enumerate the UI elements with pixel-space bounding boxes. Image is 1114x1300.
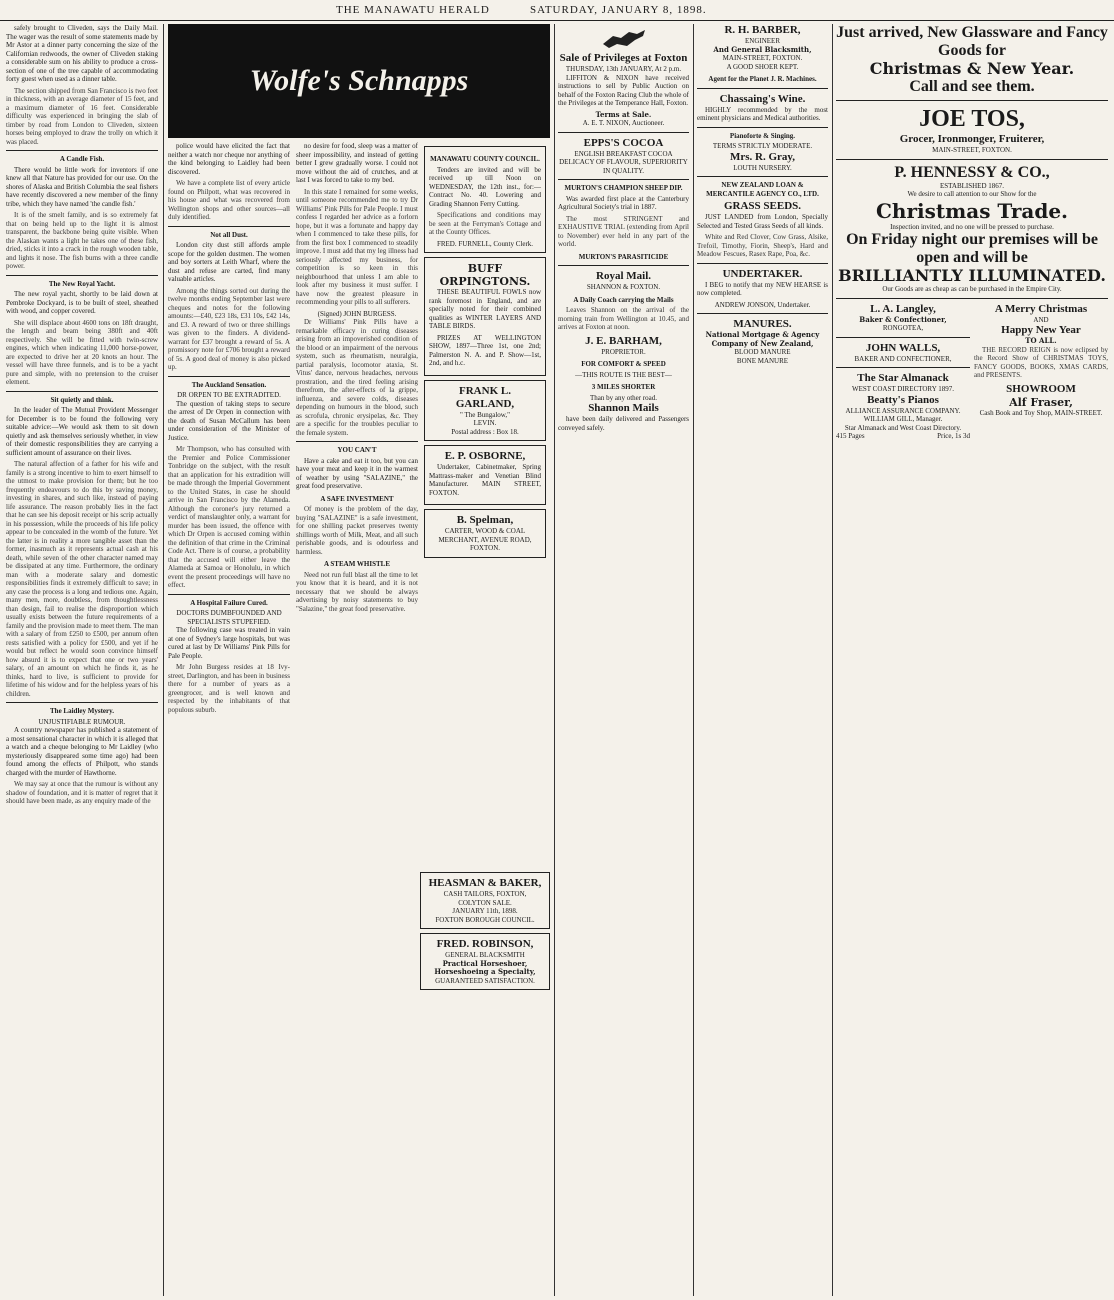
undertaker-name: ANDREW JONSON, Undertaker. [714, 300, 811, 309]
sale-terms: Terms at Sale. [595, 109, 652, 119]
testimonial-signature: (Signed) JOHN BURGESS. [317, 309, 397, 318]
grass-title: GRASS SEEDS. [723, 200, 802, 212]
ad-buff-orpingtons [424, 257, 546, 376]
ad-osborne [424, 445, 546, 505]
barber-shoer: A GOOD SHOER KEPT. [726, 62, 799, 71]
blood-manure: BLOOD MANURE [734, 348, 791, 356]
barber-name: R. H. BARBER, [724, 24, 801, 36]
almanack-sub: WEST COAST DIRECTORY 1897. [851, 385, 955, 393]
nzloan-title: NEW ZEALAND LOAN & MERCANTILE AGENCY CO., LTD. [706, 181, 819, 198]
heading-laidley-mystery: The Laidley Mystery. [50, 707, 114, 715]
inspection-text: Inspection invited, and no one will be pressed to purchase. [890, 222, 1054, 231]
column-rule [832, 24, 833, 1296]
column-rule [163, 24, 164, 1296]
colyton-date: JANUARY 11th, 1898. [452, 907, 518, 915]
robinson-name: FRED. ROBINSON, [436, 938, 534, 950]
fraser-name: Alf Fraser, [1009, 395, 1073, 409]
article-sit-quietly: In the leader of The Mutual Provident Messenger for December is to be found the following very suitable advice:—We would ask them to sit down quietly and ask themselves seriously whether, in view of their domestic responsibilities they are carrying a sufficient amount of assurance on their lives. [6, 406, 158, 457]
masthead [0, 0, 1114, 21]
borough-council: FOXTON BOROUGH COUNCIL. [435, 915, 535, 924]
buff-prizes: PRIZES AT WELLINGTON SHOW, 1897—Three 1st, one 2nd; Palmerston N. A. and P. Show—1st, 2nd, and h.c. [429, 333, 541, 367]
council-tenders: Tenders are invited and will be received up till Noon on WEDNESDAY, the 12th inst., for:— Contract No. 40. Lowering and Grading Shannon Ferry Cutting. [429, 165, 541, 208]
epps-title: EPPS'S COCOA [583, 136, 664, 149]
ad-garland [424, 380, 546, 442]
planet-agent: Agent for the Planet J. R. Machines. [708, 75, 817, 83]
schnapps-logo [168, 24, 550, 138]
alliance-title: ALLIANCE ASSURANCE COMPANY. [845, 406, 961, 415]
article-laidley: A country newspaper has published a statement of a most sensational character in which it is alleged that a watch and a cheque belonging to Mr Laidley (who mysteriously disappeared some time ago) had been found among the effects of Philpott, who stands charged with the murder of Hawthorne. [6, 726, 158, 777]
sale-text: LIFFITON & NIXON have received instructions to sell by Public Auction on behalf of the Foxton Racing Club the whole of the Privileges at the Temperance Hall, Foxton. [558, 73, 689, 107]
sale-auctioneer: A. E. T. NIXON, Auctioneer. [582, 119, 665, 127]
cheap-goods: Our Goods are as cheap as can be purchased in the Empire City. [882, 285, 1062, 293]
hennessy-name: P. HENNESSY & CO., [894, 163, 1050, 181]
council-clerk: FRED. FURNELL, County Clerk. [436, 239, 534, 248]
buff-text: THESE BEAUTIFUL FOWLS now rank foremost in England, and are specially noted for their combined qualities as WINTER LAYERS AND TABLE BIRDS. [429, 288, 541, 330]
article-lead: safely brought to Cliveden, says the Daily Mail. The wager was the result of some statements made by Mr Astor at a dinner party concerning the size of the Californian redwoods, the owner of Cliveden staking a considerable sum on his ability to produce a cross-section of one of the tree capable of accommodating forty guest when used as a dinner table. [6, 24, 158, 83]
friday-night: On Friday night our premises will be open and will be [846, 231, 1098, 266]
hennessy-established: ESTABLISHED 1867. [940, 181, 1004, 190]
epps-sub: ENGLISH BREAKFAST COCOA [574, 149, 673, 158]
and-text: AND [1033, 315, 1049, 324]
undertaker-text: I BEG to notify that my NEW HEARSE is now completed. [697, 280, 828, 297]
langley-town: RONGOTEA, [882, 324, 924, 332]
article-hospital: The following case was treated in vain at one of Sydney's large hospitals, but was cured at last by Dr Williams' Pink Pills for Pale People. [168, 626, 290, 660]
gray-nursery: LOUTH NURSERY. [733, 163, 792, 172]
wine-text: HIGHLY recommended by the most eminent physicians and Medical authorities. [697, 105, 828, 122]
royal-mail-route: SHANNON & FOXTON. [586, 283, 661, 291]
osborne-name: E. P. OSBORNE, [444, 450, 526, 462]
column-rule [693, 24, 694, 1296]
paper-title: THE MANAWATU HERALD [336, 4, 490, 16]
to-all: TO ALL. [1025, 336, 1057, 345]
article-not-all-dust: London city dust still affords ample scope for the golden dustmen. The women and boy sorters at Leith Wharf, where the dust and refuse are carted, find many valuable articles. [168, 241, 290, 283]
alliance-manager: WILLIAM GILL, Manager. [863, 415, 943, 423]
comfort-speed: FOR COMFORT & SPEED [581, 360, 666, 368]
christmas-new-year: Christmas & New Year. [869, 59, 1075, 78]
spelman-text: CARTER, WOOD & COAL MERCHANT, AVENUE ROAD, FOXTON. [438, 527, 532, 552]
beatty-pianos: Beatty's Pianos [867, 393, 939, 406]
undertaker-title: UNDERTAKER. [722, 267, 803, 280]
garland-name: FRANK L. GARLAND, [455, 384, 515, 410]
horse-icon [558, 24, 689, 52]
epps-merits: DELICACY OF FLAVOUR, SUPERIORITY IN QUALITY. [559, 158, 688, 175]
tos-trade: Grocer, Ironmonger, Fruiterer, [899, 133, 1045, 145]
hennessy-attention: We desire to call attention to our Show for the [907, 190, 1037, 198]
column-ads-6 [836, 24, 1108, 1296]
tos-address: MAIN-STREET, FOXTON. [932, 146, 1012, 154]
shannon-mails-text: have been daily delivered and Passengers conveyed safely. [558, 415, 689, 432]
column-ads-5: R. H. BARBER, ENGINEER And General Blacksmith, MAIN-STREET, FOXTON. A GOOD SHOER KEPT. Agent for the Planet J. R. Machines. Chassaing's Wine. HIGHLY recommended by the most eminent physicians and Medical authorities. Pianoforte & Singing. TERMS STRICTLY MODERATE. Mrs. R. Gray, LOUTH NURSERY. NEW ZEALAND LOAN & MERCANTILE AGENCY CO., LTD. GRASS SEEDS. JUST LANDED from London, Specially Selected and Tested Grass Seeds of all kinds. White and Red Clover, Cow Grass, Alsike, Trefoil, Timothy, Fiorin, Sheep's, Hard and Meadow Fescues, Rasex Rape, Poa, &c. UNDERTAKER. I BEG to notify that my NEW HEARSE is now completed. ANDREW JONSON, Undertaker. MANURES. National Mortgage & Agency Company of New Zealand, BLOOD MANURE BONE MANURE [697, 24, 828, 365]
issue-date: SATURDAY, JANUARY 8, 1898. [530, 4, 707, 16]
robinson-guarantee: GUARANTEED SATISFACTION. [435, 976, 535, 985]
barham-name: J. E. BARHAM, [585, 334, 662, 347]
osborne-text: Undertaker, Cabinetmaker, Spring Mattrass-maker and Venetian Blind Manufacturer. MAIN STREET, FOXTON. [429, 463, 541, 497]
almanack-footer [836, 432, 970, 441]
column-rule [554, 24, 555, 1296]
garland-town: LEVIN. [473, 419, 497, 427]
almanack-pages: 415 Pages [836, 432, 865, 440]
almanack-title: The Star Almanack [857, 372, 949, 384]
heasman-sub: CASH TAILORS, FOXTON, [443, 890, 527, 898]
almanack-directory: Star Almanack and West Coast Directory. [844, 423, 962, 432]
christmas-trade: Christmas Trade. [875, 198, 1069, 223]
colyton-sale: COLYTON SALE. [458, 898, 512, 907]
glassware-headline: Just arrived, New Glassware and Fancy Goods for [836, 24, 1108, 59]
column-ads-3-lower [420, 868, 550, 1296]
subcolumn-a: police would have elicited the fact that neither a watch nor cheque nor anything of the kind belonging to Laidley had been discovered. We have a complete list of every article found on Philpott, what was recovered in his house and what was recovered from Wellington shops and other sources—all duly identified. Not all Dust. London city dust still affords ample scope for the golden dustmen. The women and boy sorters at Leith Wharf, where the dust and refuse are carted, find many valuable articles. Among the things sorted out during the twelve months ending September last were cheques and notes for the following amounts:—£40, £23 18s, £31 10s, £42 14s, and £3. A reward of two or three shillings was given to the finders. A dividend-warrant for £37 brought a reward of 5s. A promissory note for £706 brought a reward of 5s. A good deal of money is also picked up. The Auckland Sensation. DR ORPEN TO BE EXTRADITED. The question of taking steps to secure the arrest of Dr Orpen in connection with the death of Susan McCallum has been under consideration of the Minister of Justice. Mr Thompson, who has consulted with the Premier and Police Commissioner Tonbridge on the subject, with the result that an application for his extradition will be made through the Imperial Government to the United States, in case he should arrive in San Francisco by the Alameda. Although the coroner's jury returned a verdict of manslaughter only, a warrant for murder has been issued, the offence with which Dr Orpen is accused coming within the definition of that crime in the Criminal Code Act. There is of course, a probability that the accused will either leave the Alameda at Samoa or Honolulu, in which event the present proceedings will have no effect. A Hospital Failure Cured. DOCTORS DUMBFOUNDED AND SPECIALISTS STUPEFIED. The following case was treated in vain at one of Sydney's large hospitals, but was cured at last by Dr Williams' Pink Pills for Pale People. Mr John Burgess resides at 18 Ivy-street, Darlington, and has been in business there for a number of years as a greengrocer, and is well known and respected by the inhabitants of that populous suburb. [168, 142, 290, 714]
sale-date: THURSDAY, 13th JANUARY, At 2 p.m. [565, 65, 682, 73]
call-and-see: Call and see them. [909, 78, 1035, 95]
spelman-name: B. Spelman, [456, 514, 514, 526]
sale-title: Sale of Privileges at Foxton [559, 52, 688, 64]
showroom-title: SHOWROOM [1006, 382, 1076, 395]
robinson-horseshoer: Practical Horseshoer, [442, 958, 528, 968]
langley-name: L. A. Langley, [870, 302, 936, 315]
royal-mail-title: Royal Mail. [596, 270, 651, 282]
buff-title: BUFF ORPINGTONS. [439, 262, 531, 288]
murton-title: MURTON'S CHAMPION SHEEP DIP. [564, 184, 683, 192]
route-best: —THIS ROUTE IS THE BEST— [575, 370, 672, 379]
langley-trade: Baker & Confectioner, [859, 314, 947, 324]
heading-not-all-dust: Not all Dust. [210, 230, 248, 239]
piano-terms: TERMS STRICTLY MODERATE. [712, 142, 813, 150]
subheading-laidley: UNJUSTIFIABLE RUMOUR. [38, 717, 126, 726]
article-royal-yacht: The new royal yacht, shortly to be laid down at Pembroke Dockyard, is to be built of steel, sheathed with wood, and copper covered. [6, 290, 158, 315]
council-title: MANAWATU COUNTY COUNCIL. [430, 155, 540, 163]
walls-name: JOHN WALLS, [865, 341, 941, 354]
manures-title: MANURES. [733, 318, 792, 330]
heasman-name: HEASMAN & BAKER, [428, 877, 542, 889]
subcolumn-c [424, 142, 546, 717]
article-candle-fish: There would be little work for inventors if one knew all that Nature has provided for our use. On the shores of Alaska and British Columbia the seal fishers have recently discovered a new member of the finny tribe, which they have named 'the candle fish.' [6, 165, 158, 208]
robinson-specialty: Horseshoeing a Specialty, [434, 967, 536, 976]
subheading-auckland: DR ORPEN TO BE EXTRADITED. [177, 391, 281, 399]
bone-manure: BONE MANURE [736, 356, 789, 365]
ad-manawatu-council: MANAWATU COUNTY COUNCIL. Tenders are invited and will be received up till Noon on WEDNESDAY, the 12th inst., for:— Contract No. 40. Lowering and Grading Shannon Ferry Cutting. Specifications and conditions may be seen at the Ferryman's Cottage and at the County Offices. FRED. FURNELL, County Clerk. [424, 146, 546, 253]
ad-robinson [420, 933, 550, 990]
article-auckland: The question of taking steps to secure the arrest of Dr Orpen in connection with the death of Susan McCallum has been under consideration of the Minister of Justice. [168, 399, 290, 442]
merry-christmas: A Merry Christmas [994, 302, 1088, 315]
garland-house: " The Bungalow," [459, 410, 511, 419]
column-news-1: safely brought to Cliveden, says the Daily Mail. The wager was the result of some statements made by Mr Astor at a dinner party concerning the size of the Californian redwoods, the owner of Cliveden staking a considerable sum on his ability to produce a cross-section of one of the tree capable of accommodating forty guest when used as a dinner table. The section shipped from San Francisco is two feet in thickness, with an average diameter of 15 feet, and a maximum diameter of 16 feet. Considerable difficulty was experienced in bringing the slab of timber by road from London to Cliveden, sixteen horses being employed to draw the trolly on which it was placed. A Candle Fish. There would be little work for inventors if one knew all that Nature has provided for our use. On the shores of Alaska and British Columbia the seal fishers have recently discovered a new member of the finny tribe, which they have named 'the candle fish.' It is of the smelt family, and is so extremely fat that on being held up to the light it is almost transparent, the backbone being quite visible. When the Alaskan wants a light he takes one of these fish, dried, sticks it into a crack in the rough wooden table, and lights it nose. The fish burns with a three candle power. The New Royal Yacht. The new royal yacht, shortly to be laid down at Pembroke Dockyard, is to be built of steel, sheathed with wood, and copper covered. She will displace about 4600 tons on 18ft draught, the length and beam being 380ft and 40ft respectively. She will be fitted with twin-screw engines, which when indicating 11,000 horse-power, are expected to drive her at 20 knots an hour. The vessel will have three funnels, and is to be a yacht pure and simple, with no pretension to the cruiser element. Sit quietly and think. In the leader of The Mutual Provident Messenger for December is to be found the following very suitable advice:—We would ask them to sit down quietly and ask themselves seriously whether, in view of their domestic responsibilities they are carrying a sufficient amount of assurance on their lives. The natural affection of a father for his wife and family is a strong incentive to him to exert himself to the utmost to make provision for them; but he too frequently endeavours to do this by saving money, investing in shares, and such like, instead of paying life assurance. The reason probably lies in the fact that he can see his deposit receipt or his scrip actually in his possession, while the proceeds of his life policy appear to be concealed in the womb of the future. Yet the latter is in reality a more tangible asset than the former, inasmuch as it represents actual cash at his death, while seven of the other character named may be dissipated at any time. Furthermore, the ordinary man with a moderate salary and domestic responsibilities finds it extremely difficult to save; in any case the process is a long and tedious one. Again, many men, more, doubtless, from thoughtlessness than design, fail to realise the disproportion which usually exists between the future requirements of a family and the provision made to meet them. The man with a salary of from £250 to £500, per annum often rests satisfied with a policy for £500, and yet if he would but reflect he would soon convince himself how absurd it is to expect that one or two years' salary, of an amount on which he finds it, as he thinks, hard to live, is sufficient to provide for lifetime of his widow and for the helpless years of his children. The Laidley Mystery. UNJUSTIFIABLE RUMOUR. A country newspaper has published a statement of a most sensational character in which it is alleged that a watch and a cheque belonging to Mr Laidley (who mysteriously disappeared some time ago) had been found among the effects of Philpott, who stands charged with the murder of Hawthorne. We may say at once that the rumour is without any shadow of foundation, and it is matter of regret that it should have been made, as any enquiry made of the [6, 24, 158, 805]
fraser-shop: Cash Book and Toy Shop, MAIN-STREET. [979, 408, 1103, 417]
heading-safe-investment: A SAFE INVESTMENT [320, 494, 394, 503]
piano-title: Pianoforte & Singing. [729, 131, 796, 140]
subcolumn-b: no desire for food, sleep was a matter of sheer impossibility, and instead of getting better I grew gradually worse. I could not move without the aid of crutches, and at last I was forced to take to my bed. In this state I remained for some weeks, until someone recommended me to try Dr Williams' Pink Pills for Pale People. I must confess I regarded her advice as a forlorn hope, but it was a fortunate and happy day when I commenced to take these pills, for from the first box I commenced to steadily improve. I must add that my leg illness had seriously affected my business, for competition is so keen in this neighbourhood that unless I am able to look after my business it must suffer. I have now the greatest pleasure in recommending your pills to all sufferers. (Signed) JOHN BURGESS. Dr Williams' Pink Pills have a remarkable efficacy in curing diseases arising from an impoverished condition of the blood or an impairment of the nervous system, such as rheumatism, neuralgia, partial paralysis, locomotor ataxia, St. Vitus' dance, nervous headaches, nervous prostration, and the tired feeling arising therefrom, the after-effects of la grippe, influenza, and severe colds, diseases depending on humours in the blood, such as scrofula, chronic erysipelas, &c. They are a specific for the troubles peculiar to the female system. YOU CAN'T Have a cake and eat it too, but you can have your meat and keep it in the warmest of weather by using "SALAZINE," the great food preservative. A SAFE INVESTMENT Of money is the problem of the day, buying "SALAZINE" is a safe investment, for one shilling packet preserves twenty shillings worth of Milk, Meat, and all such perishable goods, and is odourless and harmless. A STEAM WHISTLE Need not run full blast all the time to let you know that it is heard, and it is not necessary that we should be always advertising by noisy statements to buy "Salazine," the great food preservative. [296, 142, 418, 613]
wine-title: Chassaing's Wine. [719, 92, 806, 105]
happy-new-year: Happy New Year [1001, 324, 1081, 336]
manures-company: National Mortgage & Agency Company of New Zealand, [705, 330, 820, 348]
murton-parasiticide: MURTON'S PARASITICIDE [578, 252, 669, 261]
miles-shorter-sub: Than by any other road. [589, 393, 658, 402]
heading-sit-quietly: Sit quietly and think. [50, 395, 114, 404]
heading-candle-fish: A Candle Fish. [59, 155, 105, 163]
heading-auckland-sensation: The Auckland Sensation. [191, 380, 267, 389]
subcolumn-bakers [836, 303, 970, 441]
article-laidley-cont: police would have elicited the fact that neither a watch nor cheque nor anything of the kind belonging to Laidley had been discovered. [168, 142, 290, 176]
heading-you-cant: YOU CAN'T [337, 446, 377, 454]
brilliantly-illuminated: BRILLIANTLY ILLUMINATED. [838, 266, 1106, 285]
heading-steam-whistle: A STEAM WHISTLE [323, 560, 390, 568]
barber-blacksmith: And General Blacksmith, [713, 44, 812, 54]
gray-name: Mrs. R. Gray, [729, 150, 796, 163]
tos-name: JOE TOS, [919, 106, 1025, 132]
heading-hospital-failure: A Hospital Failure Cured. [190, 598, 268, 607]
murton-text: Was awarded first place at the Canterbury Agricultural Society's trial in 1887. [558, 194, 689, 211]
barber-engineer: ENGINEER [745, 37, 780, 45]
barber-address: MAIN-STREET, FOXTON. [722, 54, 803, 62]
heading-royal-yacht: The New Royal Yacht. [48, 279, 116, 288]
article-testimonial: no desire for food, sleep was a matter of sheer impossibility, and instead of getting better I grew gradually worse. I could not move without the aid of crutches, and at last I was forced to take to my bed. [296, 142, 418, 184]
subcolumn-record-reign: A Merry Christmas AND Happy New Year TO ALL. THE RECORD REIGN is now eclipsed by the Record Show of CHRISTMAS TOYS, FANCY GOODS, BOOKS, XMAS CARDS, and PRESENTS. SHOWROOM Alf Fraser, Cash Book and Toy Shop, MAIN-STREET. [974, 302, 1108, 417]
walls-trade: BAKER AND CONFECTIONER, [854, 354, 952, 363]
royal-mail-coach: A Daily Coach carrying the Mails [573, 295, 674, 304]
article-you-cant: Have a cake and eat it too, but you can have your meat and keep it in the warmest of weather by using "SALAZINE," the great food preservative. [296, 456, 418, 490]
miles-shorter: 3 MILES SHORTER [591, 383, 656, 391]
shannon-mails: Shannon Mails [588, 402, 659, 414]
schnapps-logo-text: Wolfe's Schnapps [249, 63, 469, 97]
ad-spelman [424, 509, 546, 558]
grass-text: JUST LANDED from London, Specially Selected and Tested Grass Seeds of all kinds. [697, 213, 828, 230]
ad-heasman [420, 872, 550, 929]
garland-postal: Postal address : Box 18. [451, 427, 519, 436]
subheading-hospital: DOCTORS DUMBFOUNDED AND SPECIALISTS STUPEFIED. [176, 609, 282, 626]
column-ads-4: Sale of Privileges at Foxton THURSDAY, 13th JANUARY, At 2 p.m. LIFFITON & NIXON have received instructions to sell by Public Auction on behalf of the Foxton Racing Club the whole of the Privileges at the Temperance Hall, Foxton. Terms at Sale. A. E. T. NIXON, Auctioneer. EPPS'S COCOA ENGLISH BREAKFAST COCOA DELICACY OF FLAVOUR, SUPERIORITY IN QUALITY. MURTON'S CHAMPION SHEEP DIP. Was awarded first place at the Canterbury Agricultural Society's trial in 1887. The most STRINGENT and EXHAUSTIVE TRIAL (extending from April to November) ever held in any part of the world. MURTON'S PARASITICIDE Royal Mail. SHANNON & FOXTON. A Daily Coach carrying the Mails Leaves Shannon on the arrival of the morning train from Wellington at 10.45, and arrives at Foxton at noon. J. E. BARHAM, PROPRIETOR. FOR COMFORT & SPEED —THIS ROUTE IS THE BEST— 3 MILES SHORTER Than by any other road. Shannon Mails have been daily delivered and Passengers conveyed safely. [558, 24, 689, 1296]
almanack-price: Price, 1s 3d [937, 432, 970, 440]
robinson-trade: GENERAL BLACKSMITH [445, 951, 525, 959]
barham-role: PROPRIETOR. [601, 347, 646, 356]
